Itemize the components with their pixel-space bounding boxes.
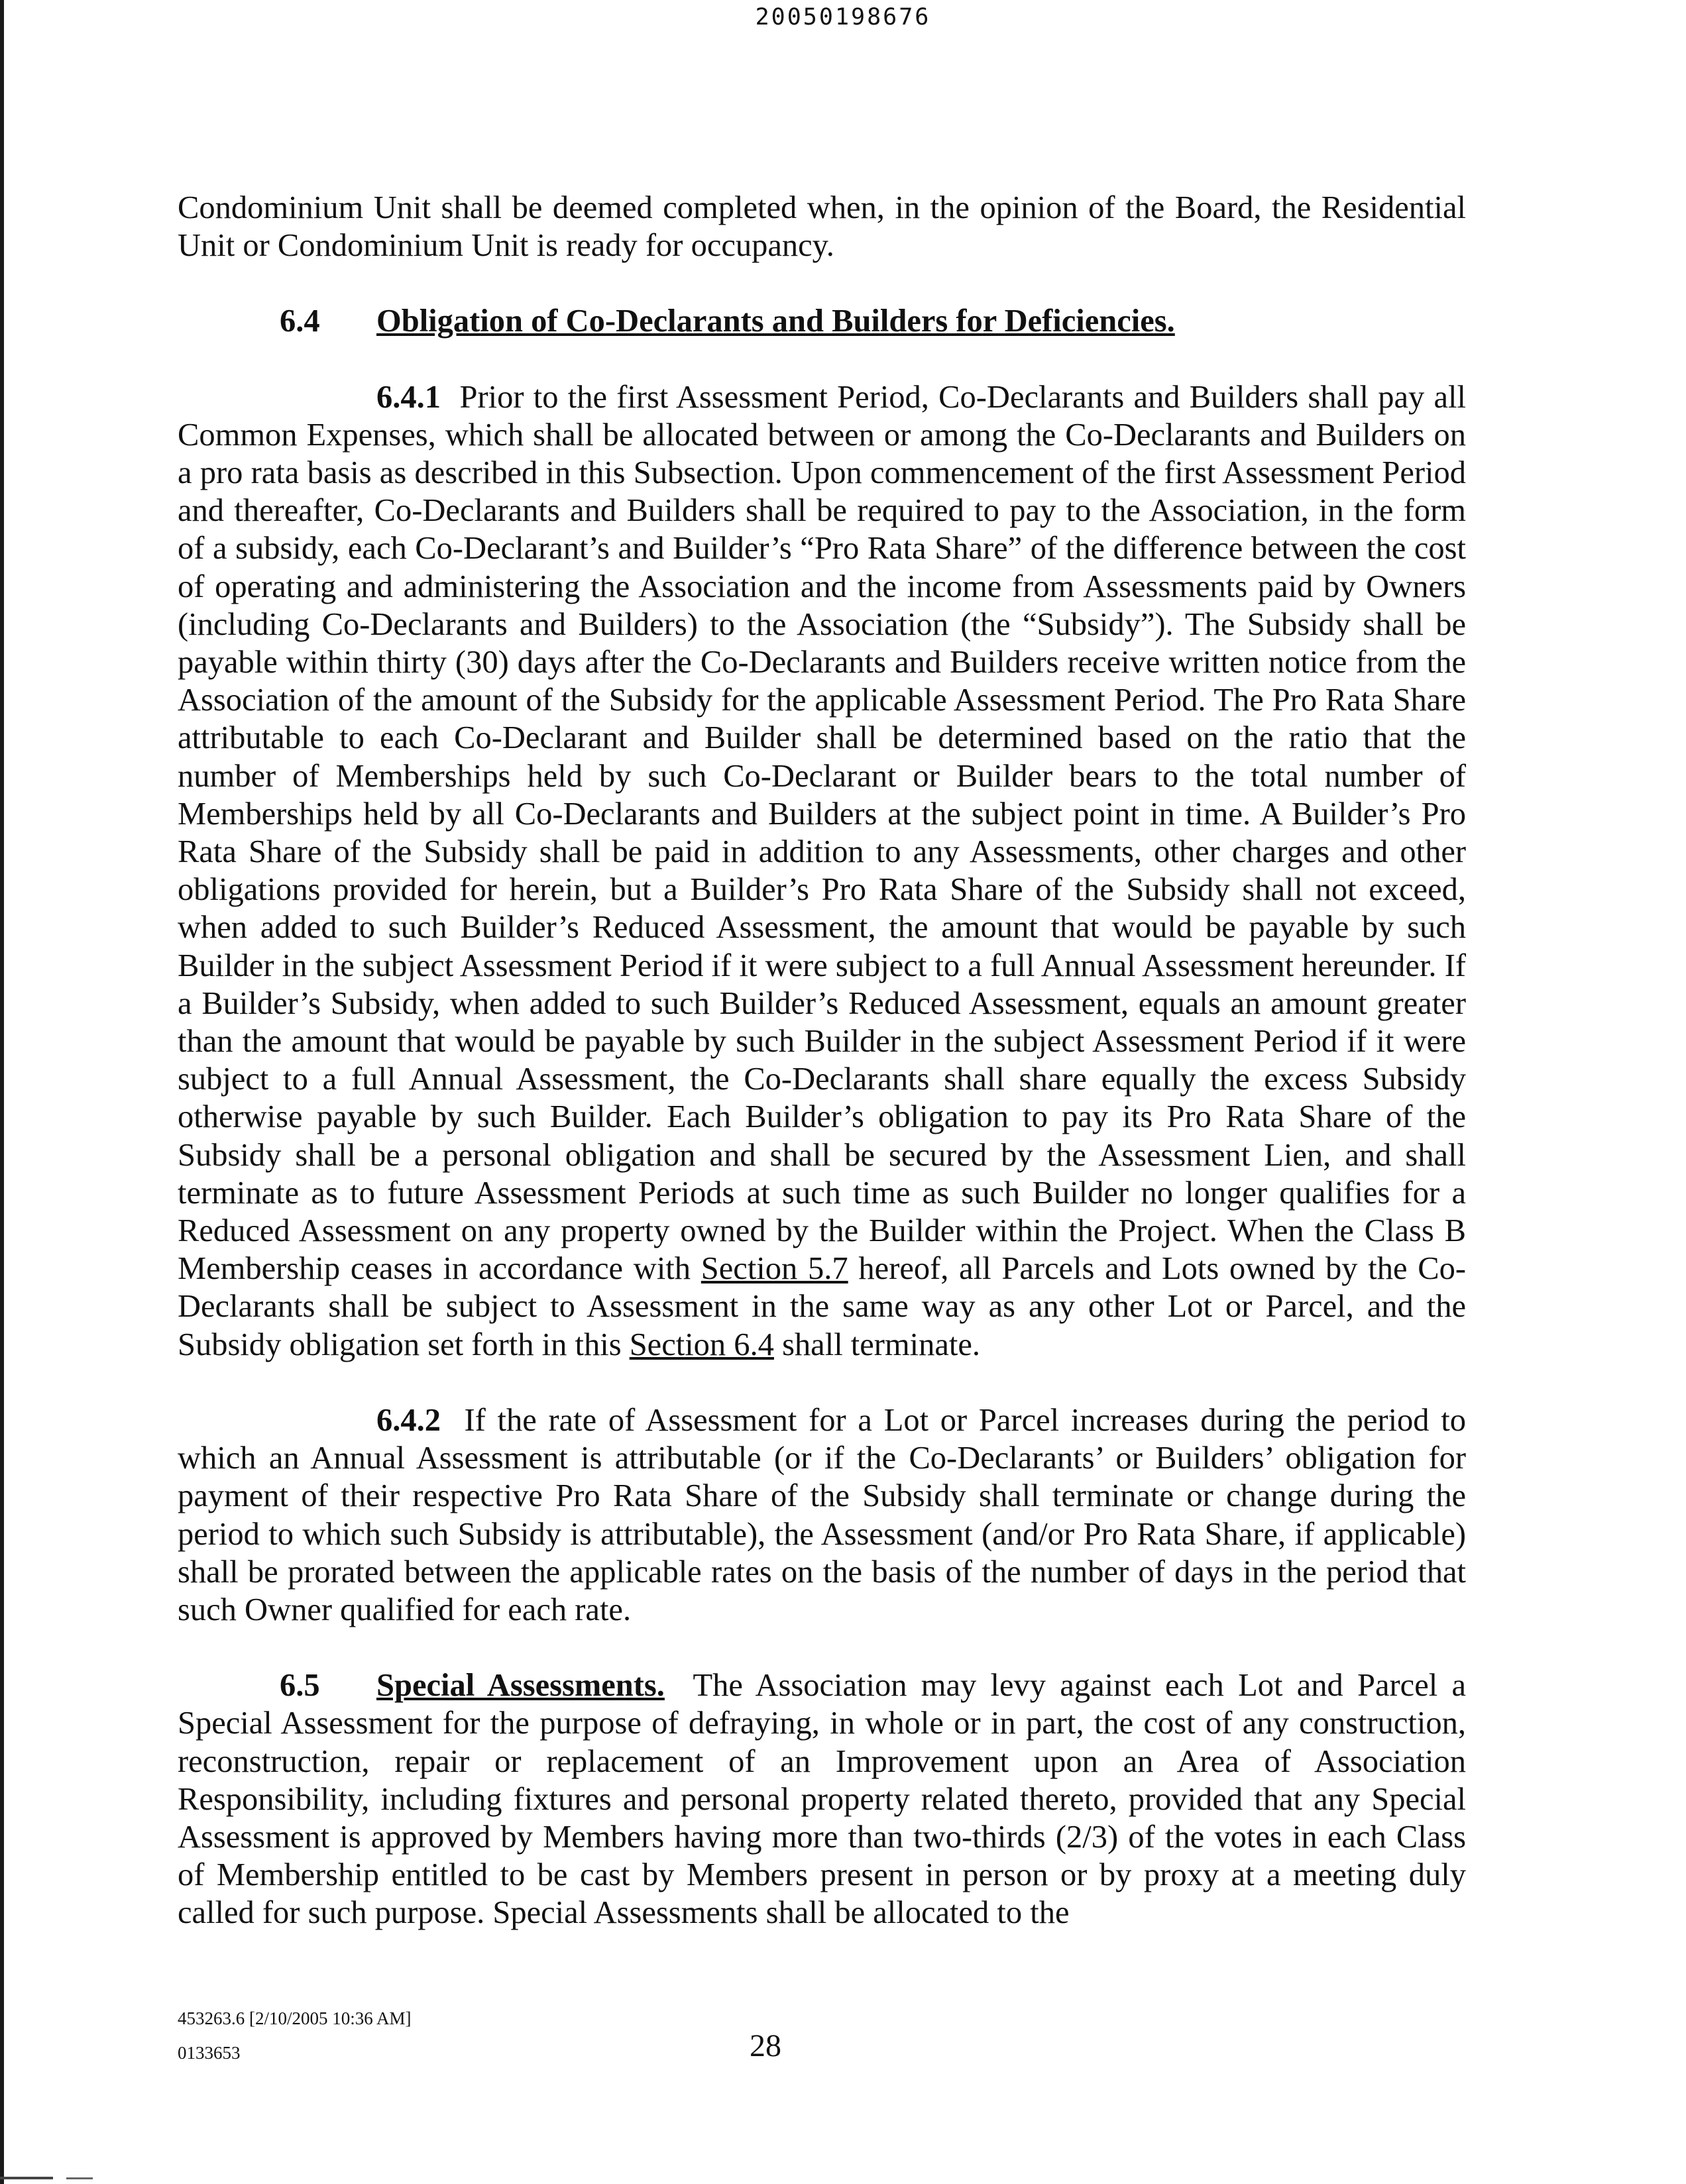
section-number: 6.4 [280, 303, 320, 339]
subsection-text-continued: hereof, all Parcels and Lots owned by the Co-Declarants shall be subject to Assessment in the same way as any other Lot or Parcel, and the Subsidy obligation set forth in this [178, 1251, 1467, 1362]
section-reference-link[interactable]: Section 6.4 [629, 1327, 774, 1362]
document-body [178, 189, 1466, 1932]
subsection-6-4-2 [178, 1401, 1466, 1629]
section-text: The Association may levy against each Lot and Parcel a Special Assessment for the purpose of defraying, in whole or in part, the cost of any construction, reconstruction, repair or replacement of an Improvement upon an Area of Association Responsibility, including fixtures and personal property related thereto, provided that any Special Assessment is approved by Members having more than two-thirds (2/3) of the votes in each Class of Membership entitled to be cast by Members present in person or by proxy at a meeting duly called for such purpose. Special Assessments shall be allocated to the [178, 1668, 1466, 1931]
section-reference-link[interactable]: Section 5.7 [701, 1251, 848, 1287]
section-6-5 [178, 1666, 1466, 1932]
continuation-paragraph: Condominium Unit shall be deemed completed when, in the opinion of the Board, the Residential Unit or Condominium Unit is ready for occupancy. [178, 190, 1466, 264]
scan-artifact [0, 2177, 53, 2179]
subsection-text: Prior to the first Assessment Period, Co-Declarants and Builders shall pay all Common Expenses, which shall be allocated between or among the Co-Declarants and Builders on a pro rata basis as described in this Subsection. Upon commencement of the first Assessment Period and thereafter, Co-Declarants and Builders shall be required to pay to the Association, in the form of a subsidy, each Co-Declarant’s and Builder’s “Pro Rata Share” of the difference between the cost of operating and administering the Association and the income from Assessments paid by Owners (including Co-Declarants and Builders) to the Association (the “Subsidy”). The Subsidy shall be payable within thirty (30) days after the Co-Declarants and Builders receive written notice from the Association of the amount of the Subsidy for the applicable Assessment Period. The Pro Rata Share attributable to each Co-Declarant and Builder shall be determined based on the ratio that the number of Memberships held by such Co-Declarant or Builder bears to the total number of Memberships held by all Co-Declarants and Builders at the subject point in time. A Builder’s Pro Rata Share of the Subsidy shall be paid in addition to any Assessments, other charges and other obligations provided for herein, but a Builder’s Pro Rata Share of the Subsidy shall not exceed, when added to such Builder’s Reduced Assessment, the amount that would be payable by such Builder in the subject Assessment Period if it were subject to a full Annual Assessment hereunder. If a Builder’s Subsidy, when added to such Builder’s Reduced Assessment, equals an amount greater than the amount that would be payable by such Builder in the subject Assessment Period if it were subject to a full Annual Assessment, the Co-Declarants shall share equally the excess Subsidy otherwise payable by such Builder. Each Builder’s obligation to pay its Pro Rata Share of the Subsidy shall be a personal obligation and shall be secured by the Assessment Lien, and shall terminate as to future Assessment Periods at such time as such Builder no longer qualifies for a Reduced Assessment on any property owned by the Builder within the Project. When the Class B Membership ceases in accordance with [178, 379, 1466, 1287]
subsection-text: If the rate of Assessment for a Lot or Parcel increases during the period to which an Annual Assessment is attributable (or if the Co-Declarants’ or Builders’ obligation for payment of their respective Pro Rata Share of the Subsidy shall terminate or change during the period to which such Subsidy is attributable), the Assessment (and/or Pro Rata Share, if applicable) shall be prorated between the applicable rates on the basis of the number of days in the period that such Owner qualified for each rate. [178, 1402, 1467, 1627]
section-title: Obligation of Co-Declarants and Builders for Deficiencies. [376, 303, 1175, 339]
recording-number: 20050198676 [755, 4, 931, 30]
scan-edge [0, 0, 4, 2184]
subsection-6-4-1 [178, 378, 1466, 1364]
client-matter-number: 0133653 [178, 2043, 241, 2063]
subsection-number: 6.4.1 [376, 379, 441, 415]
page-number: 28 [750, 2028, 781, 2063]
document-version-stamp: 453263.6 [2/10/2005 10:36 AM] [178, 2008, 412, 2028]
scan-artifact [66, 2177, 93, 2179]
section-heading-6-4 [178, 302, 1466, 340]
subsection-text-end: shall terminate. [782, 1327, 981, 1362]
section-number: 6.5 [280, 1668, 320, 1704]
subsection-number: 6.4.2 [376, 1402, 441, 1438]
section-title: Special Assessments. [376, 1668, 665, 1704]
